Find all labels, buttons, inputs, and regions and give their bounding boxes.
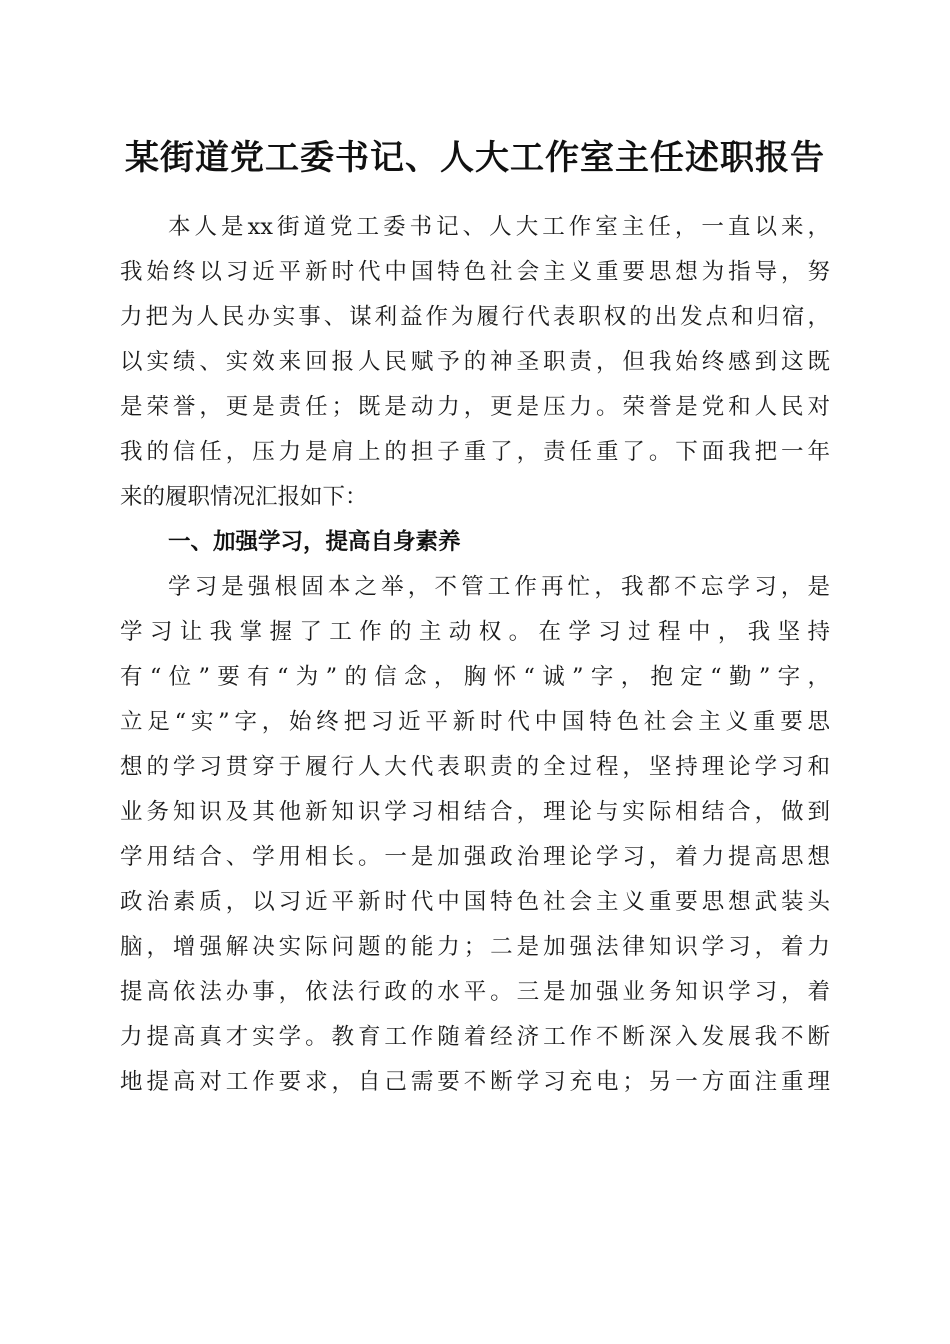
- section-line: 学习让我掌握了工作的主动权。在学习过程中，我坚持: [120, 619, 830, 645]
- section-heading: 一、加强学习，提高自身素养: [168, 529, 461, 555]
- intro-line: 力把为人民办实事、谋利益作为履行代表职权的出发点和归宿，: [120, 304, 830, 330]
- section-line: 提高依法办事，依法行政的水平。三是加强业务知识学习，着: [120, 979, 830, 1005]
- section-line: 脑，增强解决实际问题的能力；二是加强法律知识学习，着力: [120, 934, 830, 960]
- intro-line: 我的信任，压力是肩上的担子重了，责任重了。下面我把一年: [120, 439, 830, 465]
- document-title: 某街道党工委书记、人大工作室主任述职报告: [125, 138, 825, 178]
- intro-line: 来的履职情况汇报如下：: [120, 484, 368, 510]
- document-body: [120, 205, 830, 1105]
- section-line: 学用结合、学用相长。一是加强政治理论学习，着力提高思想: [120, 844, 830, 870]
- section-line: 政治素质，以习近平新时代中国特色社会主义重要思想武装头: [120, 889, 830, 915]
- section-line: 力提高真才实学。教育工作随着经济工作不断深入发展我不断: [120, 1024, 830, 1050]
- section-line: 有“位”要有“为”的信念，胸怀“诚”字，抱定“勤”字，: [120, 664, 830, 690]
- section-line: 想的学习贯穿于履行人大代表职责的全过程，坚持理论学习和: [120, 754, 830, 780]
- section-line: 地提高对工作要求，自己需要不断学习充电；另一方面注重理: [120, 1069, 830, 1095]
- intro-line: 本人是xx街道党工委书记、人大工作室主任，一直以来，: [168, 214, 830, 240]
- section-line: 学习是强根固本之举，不管工作再忙，我都不忘学习，是: [168, 574, 830, 600]
- intro-line: 我始终以习近平新时代中国特色社会主义重要思想为指导，努: [120, 259, 830, 285]
- section-line: 业务知识及其他新知识学习相结合，理论与实际相结合，做到: [120, 799, 830, 825]
- section-line: 立足“实”字，始终把习近平新时代中国特色社会主义重要思: [120, 709, 830, 735]
- intro-line: 以实绩、实效来回报人民赋予的神圣职责，但我始终感到这既: [120, 349, 830, 375]
- intro-line: 是荣誉，更是责任；既是动力，更是压力。荣誉是党和人民对: [120, 394, 830, 420]
